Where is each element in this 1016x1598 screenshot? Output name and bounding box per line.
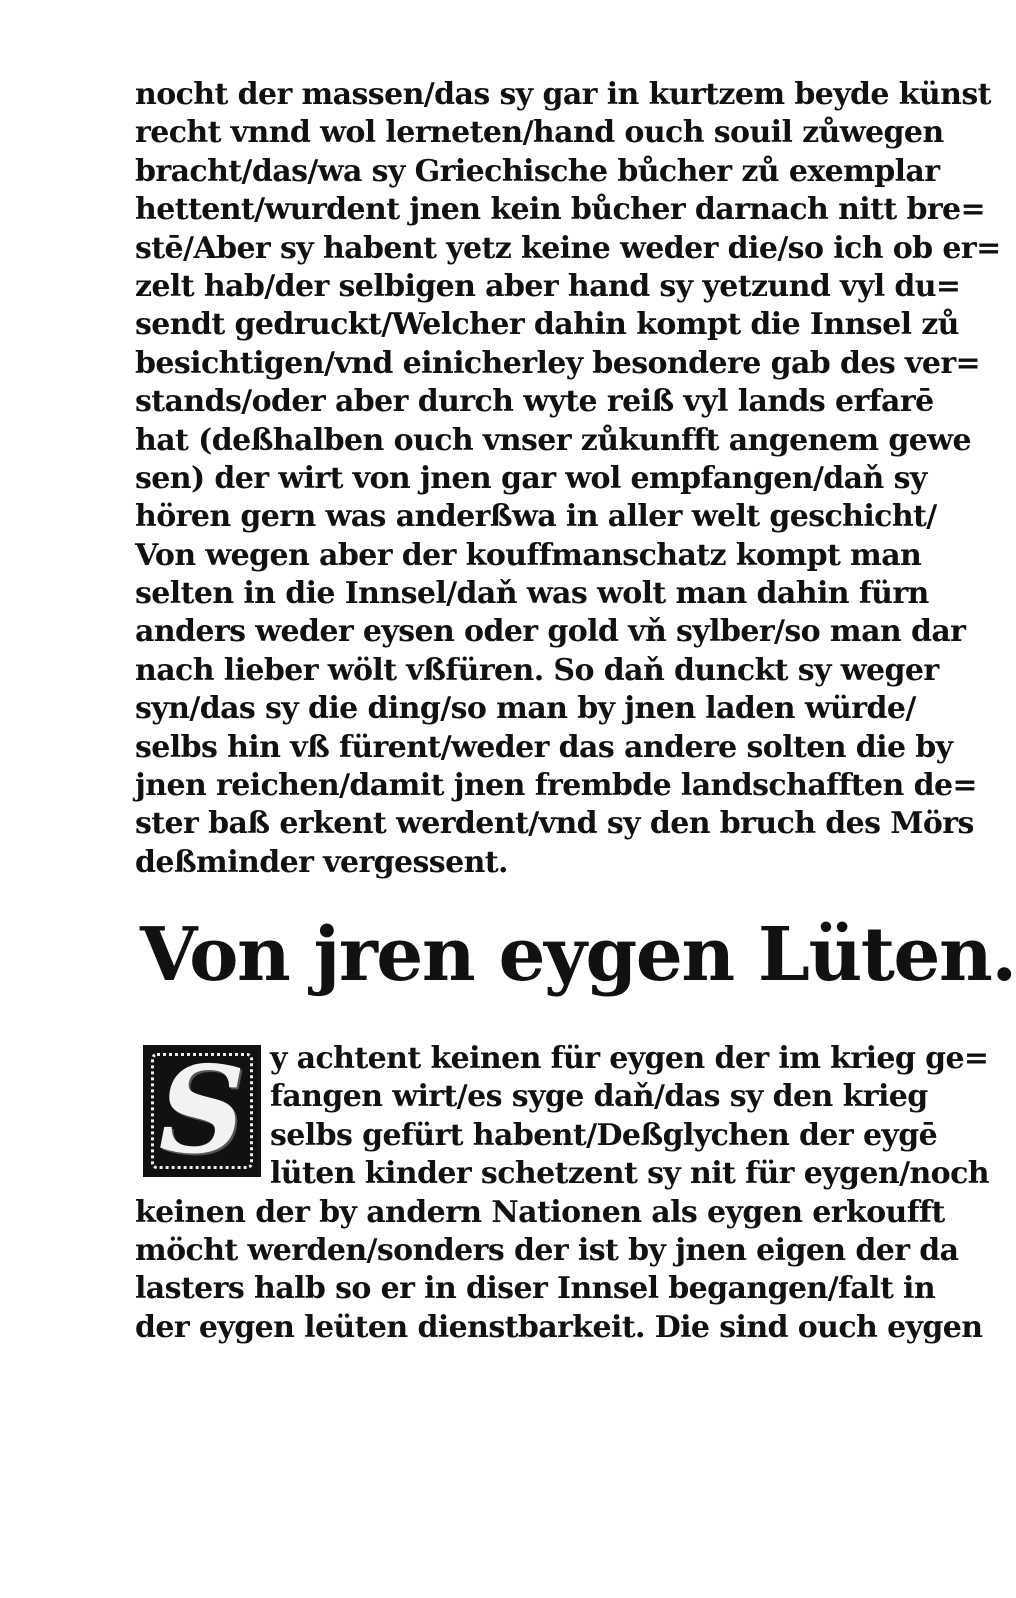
top-paragraph — [135, 76, 1001, 882]
text-line: selbs hin vß fürent/weder das andere solten die by — [135, 729, 953, 765]
text-line: lasters halb so er in diser Innsel begangen/falt in — [135, 1271, 936, 1307]
text-line: nocht der massen/das sy gar in kurtzem beyde künst — [135, 77, 991, 112]
text-line: selbs gefürt habent/Deßglychen der eygē — [270, 1117, 938, 1153]
text-line: besichtigen/vnd einicherley besondere gab des ver= — [135, 345, 981, 381]
text-line: zelt hab/der selbigen aber hand sy yetzund vyl du= — [135, 268, 961, 304]
text-line: bracht/das/wa sy Griechische bůcher zů exemplar — [135, 153, 940, 189]
text-line: sen) der wirt von jnen gar wol empfangen/daň sy — [135, 460, 927, 496]
text-line: recht vnnd wol lerneten/hand ouch souil zůwegen — [135, 115, 944, 151]
section-heading: Von jren eygen Lüten. — [140, 912, 1016, 998]
text-line: stē/Aber sy habent yetz keine weder die/so ich ob er= — [135, 230, 1001, 266]
text-line: stands/oder aber durch wyte reiß vyl lands erfarē — [135, 384, 934, 420]
text-line: y achtent keinen für eygen der im krieg ge= — [270, 1041, 989, 1076]
text-line: Von wegen aber der kouffmanschatz kompt man — [135, 537, 922, 573]
text-line: der eygen leüten dienstbarkeit. Die sind ouch eygen — [135, 1309, 983, 1345]
text-line: sendt gedruckt/Welcher dahin kompt die Innsel zů — [135, 307, 959, 343]
text-line: fangen wirt/es syge daň/das sy den krieg — [270, 1079, 928, 1115]
text-line: hören gern was anderßwa in aller welt geschicht/ — [135, 499, 937, 535]
text-line: ster baß erkent werdent/vnd sy den bruch des Mörs — [135, 806, 974, 842]
text-line: möcht werden/sonders der ist by jnen eigen der da — [135, 1233, 959, 1268]
text-line: lüten kinder schetzent sy nit für eygen/noch — [270, 1156, 989, 1192]
text-line: syn/das sy die ding/so man by jnen laden würde/ — [135, 691, 916, 727]
text-line: anders weder eysen oder gold vň sylber/so man dar — [135, 614, 966, 650]
text-line: jnen reichen/damit jnen frembde landschafften de= — [135, 768, 977, 804]
text-line: keinen der by andern Nationen als eygen erkoufft — [135, 1194, 945, 1230]
text-line: hat (deßhalben ouch vnser zůkunfft angenem gewe — [135, 422, 971, 458]
text-line: nach lieber wölt vßfüren. So daň dunckt sy weger — [135, 652, 939, 688]
text-line: hettent/wurdent jnen kein bůcher darnach nitt bre= — [135, 192, 986, 228]
decorated-initial — [143, 1040, 261, 1181]
text-line: deßminder vergessent. — [135, 844, 508, 880]
text-line: selten in die Innsel/daň was wolt man dahin fürn — [135, 576, 929, 612]
initial-letter: S — [158, 1040, 246, 1181]
